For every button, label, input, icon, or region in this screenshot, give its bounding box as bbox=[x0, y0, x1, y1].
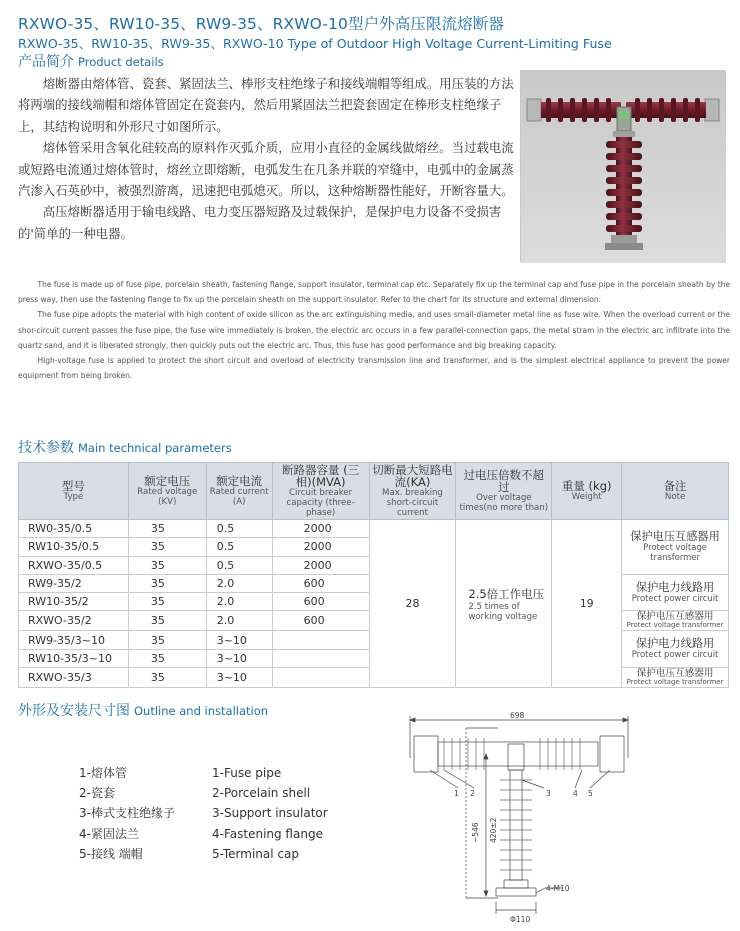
cell-note: 保护电力线路用 Protect power circuit bbox=[622, 631, 729, 668]
cell-current: 3~10 bbox=[206, 631, 272, 649]
cell-capacity: 600 bbox=[272, 593, 369, 611]
legend-item: 3-Support insulator bbox=[212, 806, 328, 821]
heading-en: Product details bbox=[78, 55, 164, 69]
cell-model: RW10-35/2 bbox=[19, 593, 129, 611]
params-heading bbox=[18, 437, 232, 457]
cell-current: 2.0 bbox=[206, 593, 272, 611]
cell-weight: 19 bbox=[552, 520, 622, 688]
cell-model: RXWO-35/0.5 bbox=[19, 556, 129, 574]
cell-current: 0.5 bbox=[206, 556, 272, 574]
header-overvoltage: 过电压倍数不超过 Over voltage times(no more than) bbox=[456, 463, 552, 520]
legend-item: 1-熔体管 bbox=[79, 766, 127, 780]
cell-capacity bbox=[272, 649, 369, 667]
legend-item: 4-Fastening flange bbox=[212, 826, 323, 841]
cell-note: 保护电压互感器用 Protect voltage transformer bbox=[622, 520, 729, 575]
cell-capacity: 2000 bbox=[272, 520, 369, 538]
heading-cn: 产品简介 bbox=[18, 54, 74, 70]
header-breaking: 切断最大短路电流(KA) Max. breaking short-circuit current bbox=[369, 463, 456, 520]
fuse-product-image bbox=[521, 71, 726, 263]
header-type: 型号 Type bbox=[19, 463, 129, 520]
cell-voltage: 35 bbox=[128, 611, 206, 631]
intro-en-paragraph: The fuse is made up of fuse pipe, porcelain sheath, fastening flange, support insulator, terminal cap etc. Separately fix up the terminal cap and fuse pipe in the porcelain sheath by the press way, then use the fastening flange to fix up the porcelain sheath on the support insulator. Refer to the chart for its structure and external dimension. bbox=[18, 280, 730, 305]
parameters-table bbox=[18, 462, 729, 688]
header-weight: 重量 (kg) Weight bbox=[552, 463, 622, 520]
dim-height2: 420±2 bbox=[489, 817, 498, 843]
outline-heading bbox=[18, 700, 268, 720]
heading-cn: 技术参数 bbox=[18, 440, 74, 456]
callout-4: 4 bbox=[573, 789, 578, 798]
cell-current: 3~10 bbox=[206, 668, 272, 688]
cell-model: RW10-35/3~10 bbox=[19, 649, 129, 667]
header-note: 备注 Note bbox=[622, 463, 729, 520]
heading-cn: 外形及安装尺寸图 bbox=[18, 703, 130, 719]
table-row bbox=[19, 520, 729, 538]
legend-en bbox=[212, 763, 328, 864]
intro-en-paragraph: High-voltage fuse is applied to protect the short circuit and overload of electricity transmission line and transformer, and is the simplest electrical appliance to prevent the power equipment from being broken. bbox=[18, 356, 730, 381]
page-title-en: RXWO-35、RW10-35、RW9-35、RXWO-10 Type of Outdoor High Voltage Current-Limiting Fuse bbox=[18, 36, 612, 51]
intro-cn-text bbox=[18, 73, 514, 244]
cell-current: 3~10 bbox=[206, 649, 272, 667]
legend-item: 1-Fuse pipe bbox=[212, 766, 282, 780]
heading-en: Main technical parameters bbox=[78, 441, 232, 455]
intro-cn-paragraph: 熔断器由熔体管、瓷套、紧固法兰、棒形支柱绝缘子和接线端帽等组成。用压装的方法将两端的接线端帽和熔体管固定在瓷套内，然后用紧固法兰把瓷套固定在棒形支柱绝缘子上，其结构说明和外形尺寸如图所示。 bbox=[18, 76, 514, 134]
cell-note: 保护电力线路用 Protect power circuit bbox=[622, 574, 729, 611]
cell-note: 保护电压互感器用 Protect voltage transformer bbox=[622, 668, 729, 688]
legend-item: 4-紧固法兰 bbox=[79, 826, 139, 841]
page-title-cn: RXWO-35、RW10-35、RW9-35、RXWO-10型户外高压限流熔断器 bbox=[18, 15, 504, 33]
legend-item: 2-Porcelain shell bbox=[212, 786, 311, 801]
cell-voltage: 35 bbox=[128, 574, 206, 592]
cell-capacity: 2000 bbox=[272, 538, 369, 556]
cell-model: RW9-35/3~10 bbox=[19, 631, 129, 649]
cell-current: 0.5 bbox=[206, 520, 272, 538]
cell-max-breaking: 28 bbox=[369, 520, 456, 688]
legend-item: 3-棒式支柱绝缘子 bbox=[79, 806, 175, 821]
intro-cn-paragraph: 高压熔断器适用于输电线路、电力变压器短路及过载保护，是保护电力设备不受损害的'简单的一种电器。 bbox=[18, 204, 502, 241]
cell-model: RW9-35/2 bbox=[19, 574, 129, 592]
table-header-row bbox=[19, 463, 729, 520]
cell-capacity: 600 bbox=[272, 611, 369, 631]
cell-note: 保护电压互感器用 Protect voltage transformer bbox=[622, 611, 729, 631]
cell-model: RW10-35/0.5 bbox=[19, 538, 129, 556]
product-details-heading bbox=[18, 51, 164, 71]
intro-cn-paragraph: 熔体管采用含氧化硅较高的原料作灭弧介质，应用小直径的金属线做熔丝。当过载电流或短路电流通过熔体管时，熔丝立即熔断，电弧发生在几条并联的窄缝中，电弧中的金属蒸汽渗入石英砂中，被强烈游离，迅速把电弧熄灭。所以，这种熔断器性能好，开断容量大。 bbox=[18, 140, 514, 199]
callout-2: 2 bbox=[470, 789, 475, 798]
cell-capacity: 2000 bbox=[272, 556, 369, 574]
cell-voltage: 35 bbox=[128, 649, 206, 667]
heading-en: Outline and installation bbox=[134, 704, 269, 718]
cell-current: 2.0 bbox=[206, 611, 272, 631]
outline-svg bbox=[400, 708, 635, 926]
header-current: 额定电流 Rated current (A) bbox=[206, 463, 272, 520]
dim-base: Φ110 bbox=[510, 915, 531, 924]
callout-3: 3 bbox=[546, 789, 551, 798]
cell-model: RXWO-35/2 bbox=[19, 611, 129, 631]
cell-model: RXWO-35/3 bbox=[19, 668, 129, 688]
dim-height: ~546 bbox=[471, 822, 480, 843]
cell-model: RW0-35/0.5 bbox=[19, 520, 129, 538]
cell-voltage: 35 bbox=[128, 593, 206, 611]
legend-cn bbox=[79, 763, 175, 864]
callout-5: 5 bbox=[588, 789, 593, 798]
cell-current: 2.0 bbox=[206, 574, 272, 592]
cell-voltage: 35 bbox=[128, 520, 206, 538]
legend-item: 2-瓷套 bbox=[79, 786, 115, 801]
dim-bolts: 4-M10 bbox=[546, 884, 570, 893]
legend-item: 5-Terminal cap bbox=[212, 846, 299, 861]
outline-drawing bbox=[400, 708, 635, 926]
cell-over-voltage: 2.5倍工作电压 2.5 times of working voltage bbox=[456, 520, 552, 688]
legend-item: 5-接线 端帽 bbox=[79, 846, 143, 861]
cell-voltage: 35 bbox=[128, 538, 206, 556]
cell-capacity: 600 bbox=[272, 574, 369, 592]
cell-voltage: 35 bbox=[128, 556, 206, 574]
cell-voltage: 35 bbox=[128, 668, 206, 688]
cell-capacity bbox=[272, 631, 369, 649]
product-photo bbox=[520, 70, 725, 262]
intro-en-text bbox=[18, 277, 730, 383]
callout-1: 1 bbox=[454, 789, 459, 798]
cell-voltage: 35 bbox=[128, 631, 206, 649]
cell-current: 0.5 bbox=[206, 538, 272, 556]
dim-width: 698 bbox=[510, 711, 525, 720]
intro-en-paragraph: The fuse pipe adopts the material with high content of oxide silicon as the arc extinguishing media, and uses small-diameter metal line as fuse wire. When the overload current or the shor-circuit current passes the fuse pipe, the fuse wire immediately is broken, the electric arc occurs in a few parallel-connection gaps, the metal stram in the electric arc infiltrate into the quartz sand, and it is liberated strongly, then quickly puts out the electric arc. Thus, this fuse has good performance and big breaking capacity. bbox=[18, 310, 730, 350]
header-voltage: 额定电压 Rated voltage (KV) bbox=[128, 463, 206, 520]
cell-capacity bbox=[272, 668, 369, 688]
header-capacity: 断路器容量 (三相)(MVA) Circuit breaker capacity (three-phase) bbox=[272, 463, 369, 520]
